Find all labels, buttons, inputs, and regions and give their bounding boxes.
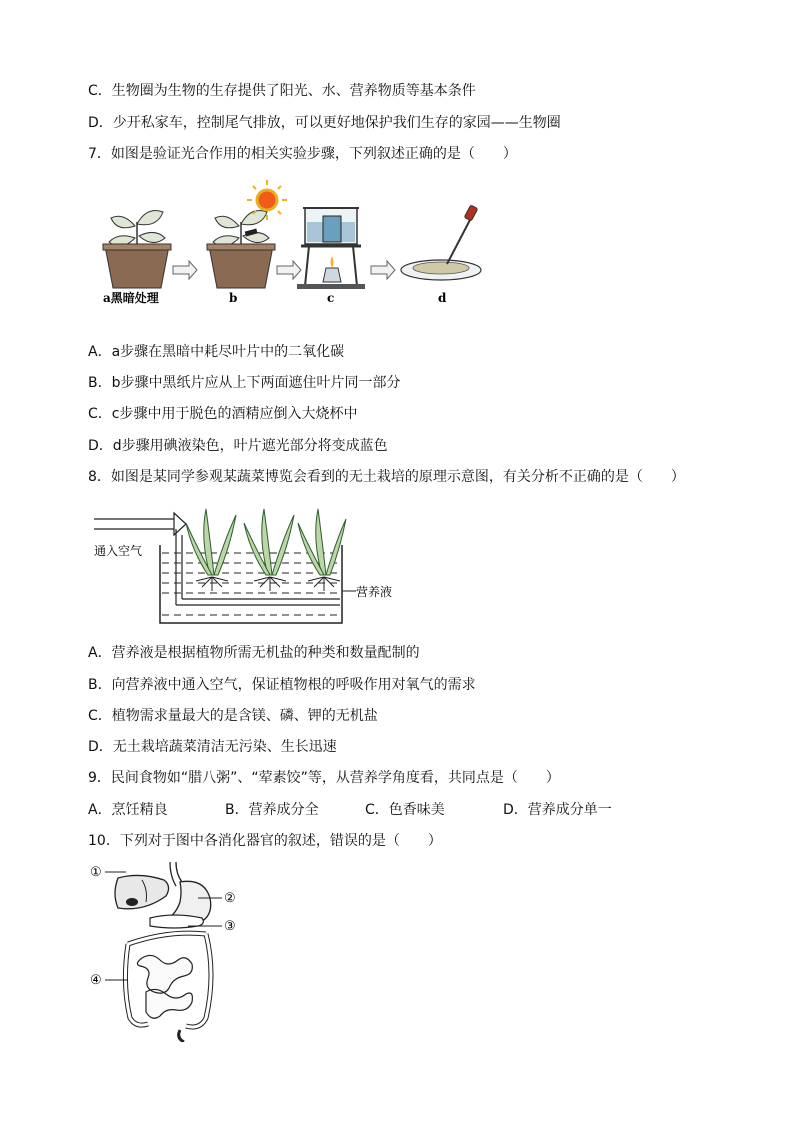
q9-stem: 9．民间食物如“腊八粥”、“荤素饺”等，从营养学角度看，共同点是（ ） <box>88 770 560 786</box>
q8-stem: 8．如图是某同学参观某蔬菜博览会看到的无土栽培的原理示意图，有关分析不正确的是（ ） <box>88 469 685 485</box>
q8-hydroponics-figure <box>90 505 410 630</box>
organ-label-3: ③ <box>224 919 236 934</box>
organ-label-2: ② <box>224 891 236 906</box>
q7-option-b: B．b步骤中黑纸片应从上下两面遮住叶片同一部分 <box>88 375 401 391</box>
q7-stem: 7．如图是验证光合作用的相关实验步骤，下列叙述正确的是（ ） <box>88 146 517 162</box>
organ-label-1: ① <box>90 865 102 880</box>
q7-option-c: C．c步骤中用于脱色的酒精应倒入大烧杯中 <box>88 406 358 422</box>
q9-option-c: C．色香味美 <box>365 802 445 818</box>
q8-option-b: B．向营养液中通入空气，保证植物根的呼吸作用对氧气的需求 <box>88 677 476 693</box>
q8-option-c: C．植物需求量最大的是含镁、磷、钾的无机盐 <box>88 708 378 724</box>
q7-experiment-figure <box>95 178 495 308</box>
plant-a-illustration <box>103 211 171 289</box>
nutrient-solution-label: 营养液 <box>356 585 393 599</box>
q6-option-d: D．少开私家车，控制尾气排放，可以更好地保护我们生存的家园——生物圈 <box>88 115 561 131</box>
hydroponic-plants-illustration <box>186 509 346 591</box>
figure-label-d: d <box>438 291 447 305</box>
figure-label-c: c <box>327 291 335 305</box>
q6-option-c: C．生物圈为生物的生存提供了阳光、水、营养物质等基本条件 <box>88 83 476 99</box>
q7-option-a: A．a步骤在黑暗中耗尽叶片中的二氧化碳 <box>88 344 345 360</box>
organ-label-4: ④ <box>90 973 102 988</box>
q7-option-d: D．d步骤用碘液染色，叶片遮光部分将变成蓝色 <box>88 438 388 454</box>
q9-option-d: D．营养成分单一 <box>503 802 612 818</box>
q8-option-a: A．营养液是根据植物所需无机盐的种类和数量配制的 <box>88 645 420 661</box>
q9-option-a: A．烹饪精良 <box>88 802 168 818</box>
q10-digestive-system-figure <box>88 862 248 1042</box>
q8-option-d: D．无土栽培蔬菜清洁无污染、生长迅速 <box>88 739 337 755</box>
q9-option-b: B．营养成分全 <box>225 802 319 818</box>
figure-label-a: a黑暗处理 <box>103 291 159 305</box>
figure-label-b: b <box>229 291 238 305</box>
air-inlet-label: 通入空气 <box>94 544 143 558</box>
water-bath-illustration <box>297 208 365 289</box>
q10-stem: 10．下列对于图中各消化器官的叙述，错误的是（ ） <box>88 833 442 849</box>
small-intestine-illustration <box>137 955 192 1018</box>
sun-icon <box>247 180 287 220</box>
plant-b-illustration <box>207 211 275 289</box>
petri-dish-illustration <box>401 205 481 280</box>
